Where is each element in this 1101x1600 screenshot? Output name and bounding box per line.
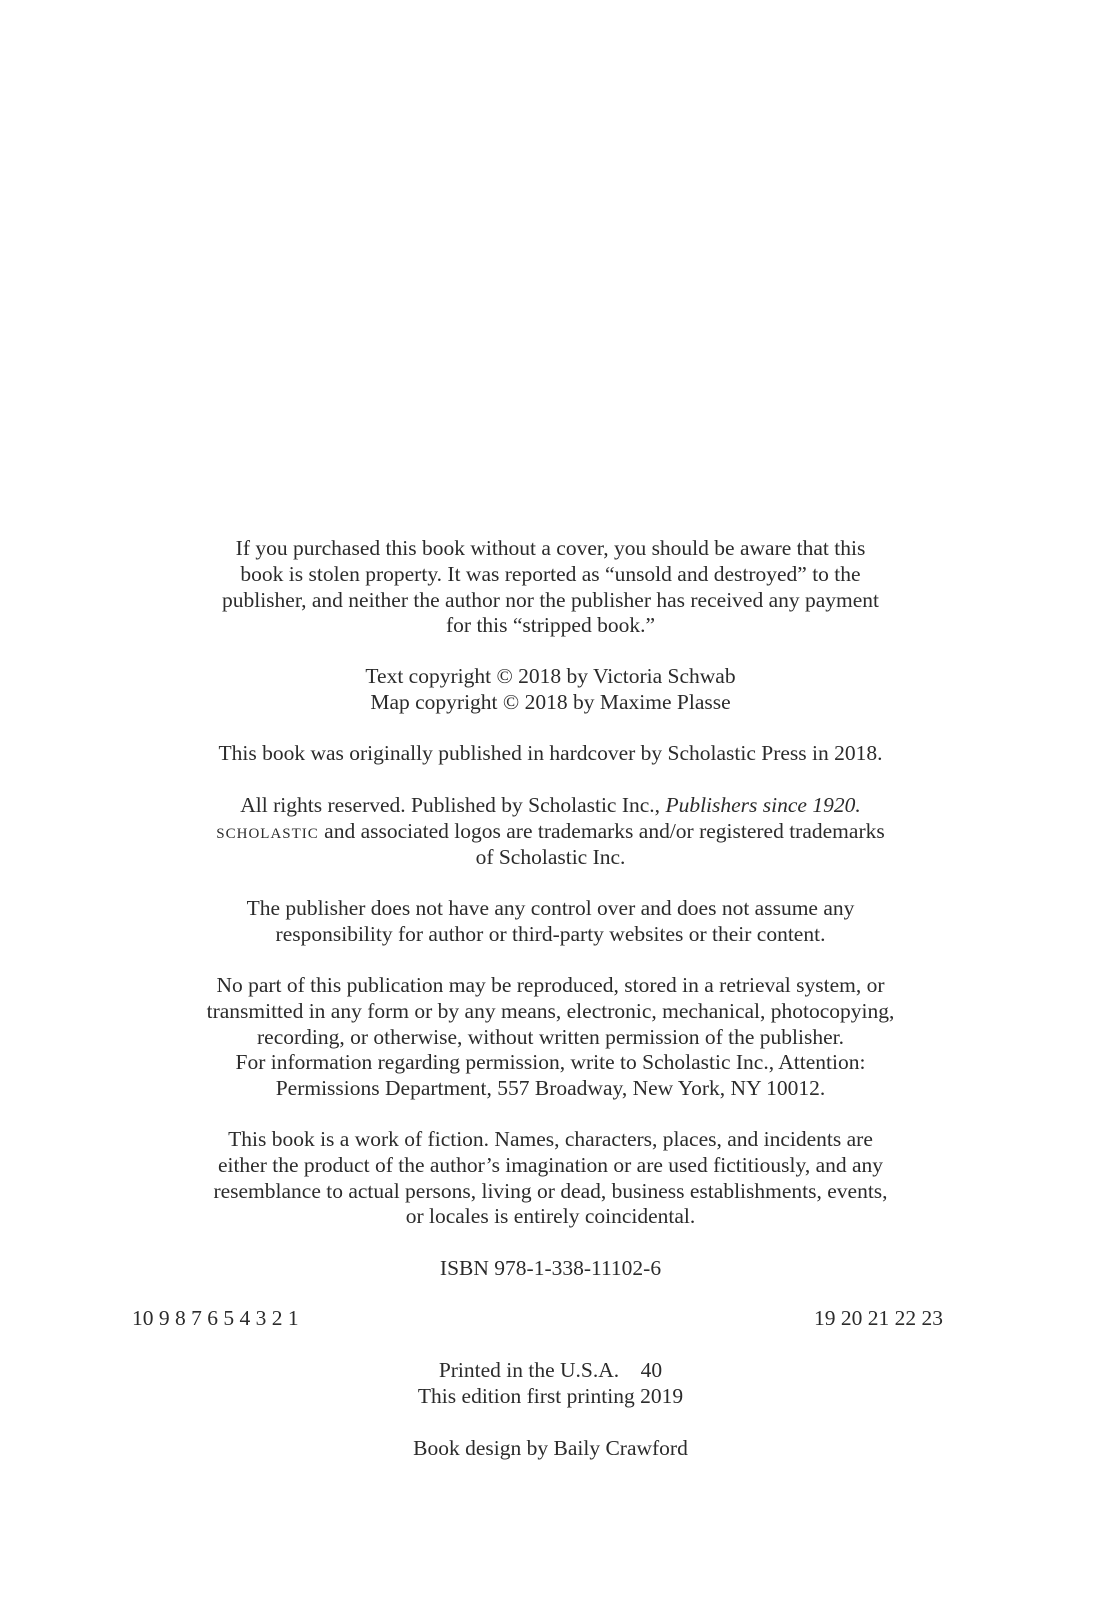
- copyright-statements: [0, 664, 1101, 716]
- trademark-text: and associated logos are trademarks and/or registered trademarks: [318, 818, 885, 843]
- isbn: [0, 1256, 1101, 1282]
- fiction-line: or locales is entirely coincidental.: [405, 1204, 696, 1229]
- rights-statement: [0, 793, 1101, 870]
- original-publication-line: This book was originally published in hardcover by Scholastic Press in 2018.: [218, 741, 883, 765]
- text-copyright: Text copyright © 2018 by Victoria Schwab: [365, 664, 736, 688]
- stolen-book-notice: [0, 536, 1101, 639]
- reproduction-line: No part of this publication may be reproduced, stored in a retrieval system, or: [216, 973, 885, 997]
- design-credit: [0, 1436, 1101, 1462]
- publisher-disclaimer: [0, 896, 1101, 948]
- fiction-line: resemblance to actual persons, living or dead, business establishments, events,: [213, 1178, 888, 1203]
- fiction-disclaimer: [0, 1127, 1101, 1230]
- permission-address-line: Permissions Department, 557 Broadway, New York, NY 10012.: [275, 1076, 826, 1101]
- isbn-number: ISBN 978-1-338-11102-6: [439, 1256, 662, 1280]
- printed-in-line: Printed in the U.S.A. 40: [438, 1358, 663, 1382]
- reproduction-line: transmitted in any form or by any means, electronic, mechanical, photocopying,: [206, 998, 895, 1023]
- disclaimer-line: responsibility for author or third-party websites or their content.: [275, 921, 826, 946]
- printing-info: [0, 1358, 1101, 1410]
- reproduction-line: recording, or otherwise, without written permission of the publisher.: [257, 1024, 844, 1049]
- edition-printing-line: This edition first printing 2019: [417, 1383, 684, 1408]
- rights-line: [0, 793, 1101, 819]
- scholastic-wordmark: scholastic: [216, 818, 319, 843]
- original-publication-note: [0, 741, 1101, 767]
- rights-prefix: All rights reserved. Published by Scholastic Inc.,: [240, 793, 666, 817]
- fiction-line: This book is a work of fiction. Names, characters, places, and incidents are: [228, 1127, 873, 1151]
- printing-line: [132, 1306, 943, 1334]
- trademark-owner: of Scholastic Inc.: [475, 844, 626, 869]
- map-copyright: Map copyright © 2018 by Maxime Plasse: [370, 689, 731, 714]
- year-numbers: 19 20 21 22 23: [814, 1306, 943, 1330]
- notice-line: book is stolen property. It was reported as “unsold and destroyed” to the: [240, 561, 861, 586]
- trademark-line: [0, 819, 1101, 845]
- fiction-line: either the product of the author’s imagination or are used fictitiously, and any: [217, 1152, 884, 1177]
- notice-line: If you purchased this book without a cover, you should be aware that this: [235, 536, 866, 560]
- disclaimer-line: The publisher does not have any control over and does not assume any: [246, 896, 855, 920]
- printing-numbers: 10 9 8 7 6 5 4 3 2 1: [132, 1306, 299, 1330]
- publishers-since-tagline: Publishers since 1920.: [665, 793, 861, 817]
- book-design-credit: Book design by Baily Crawford: [413, 1436, 688, 1460]
- notice-line: for this “stripped book.”: [446, 613, 655, 638]
- reproduction-notice: [0, 973, 1101, 1102]
- permission-info-line: For information regarding permission, write to Scholastic Inc., Attention:: [235, 1050, 866, 1075]
- notice-line: publisher, and neither the author nor the publisher has received any payment: [221, 587, 880, 612]
